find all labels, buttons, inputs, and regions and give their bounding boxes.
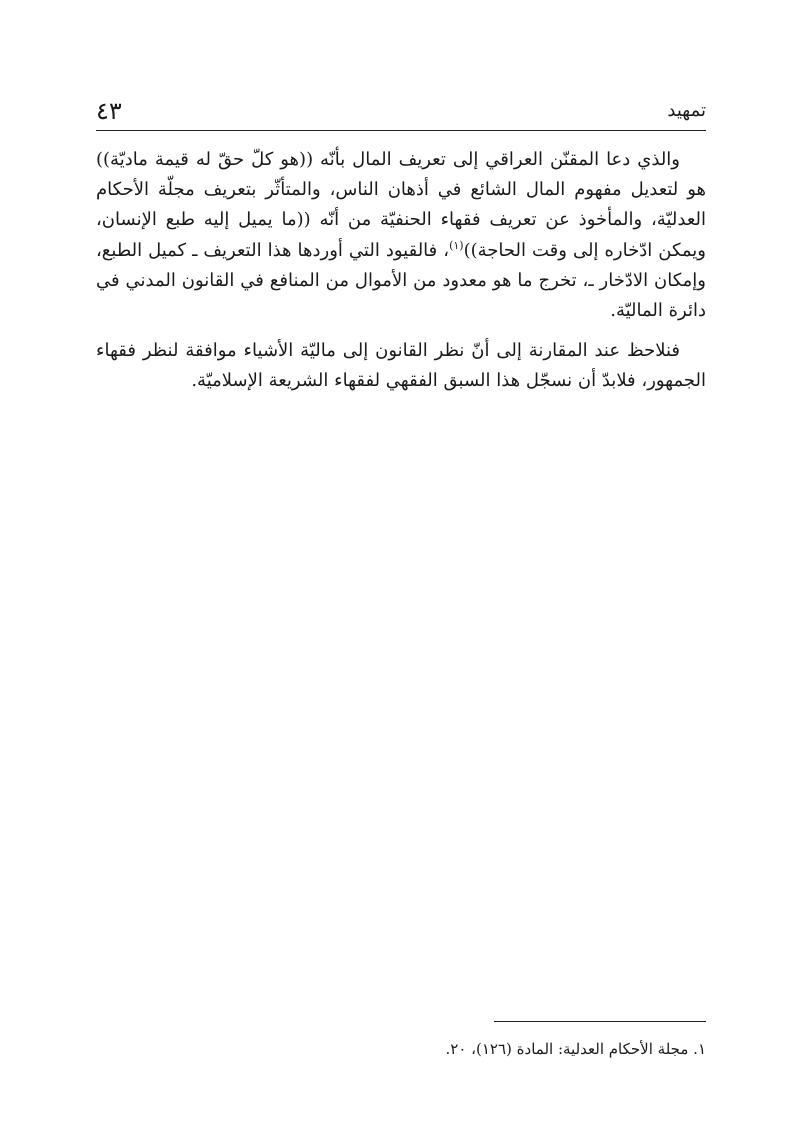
header-divider (96, 130, 706, 131)
paragraph-1 (96, 145, 706, 326)
paragraph-1-continuation: ، فالقيود التي أوردها هذا التعريف ـ كميل الطبع، وإمكان الادّخار ـ، تخرج ما هو معدود من الأموال من المنافع في القانون المدني في دائرة الماليّة. (96, 239, 706, 322)
footnote-divider (494, 1021, 706, 1022)
page-number: ٤٣ (96, 97, 122, 125)
page-header (96, 93, 706, 129)
body-text (96, 145, 706, 407)
footnote-reference[interactable]: (١) (449, 238, 464, 252)
paragraph-1-text: والذي دعا المقنّن العراقي إلى تعريف المال بأنّه ((هو كلّ حقّ له قيمة ماديّة)) هو لتعديل مفهوم المال الشائع في أذهان الناس، والمتأثّر بتعريف مجلّة الأحكام العدليّة، والمأخوذ عن تعريف فقهاء الحنفيّة من أنّه ((ما يميل إليه طبع الإنسان، ويمكن ادّخاره إلى وقت الحاجة)) (96, 149, 706, 261)
footnote-1: ١. مجلة الأحكام العدلية: المادة (١٢٦)، ٢٠. (445, 1040, 706, 1058)
paragraph-2: فنلاحظ عند المقارنة إلى أنّ نظر القانون إلى ماليّة الأشياء موافقة لنظر فقهاء الجمهور، فلابدّ أن نسجّل هذا السبق الفقهي لفقهاء الشريعة الإسلاميّة. (96, 340, 706, 392)
running-head: تمهيد (667, 100, 706, 121)
